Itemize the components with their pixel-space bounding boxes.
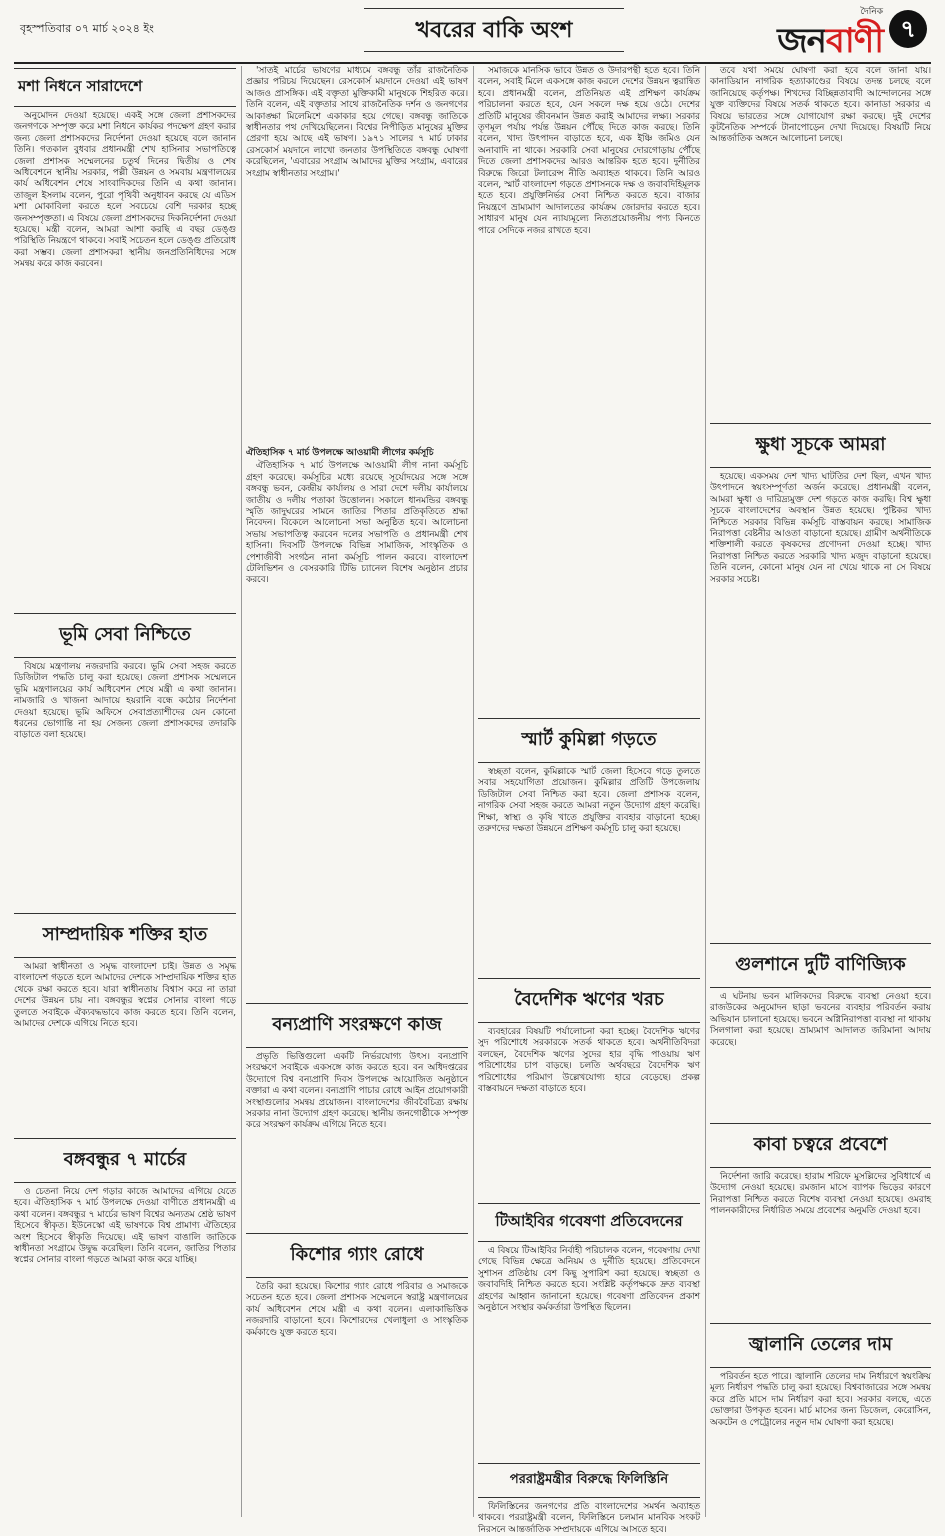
article-body	[246, 1282, 468, 1339]
article-paragraph: তবে যথা সময়ে ঘোষণা করা হবে বলে জানা যায়। কানাডিয়ান নাগরিক হত্যাকাণ্ডের বিষয়ে তদন্ত চলছে বলে জানিয়েছে কর্তৃপক্ষ। শিখদের বিচ্ছিন্নতাবাদী আন্দোলনের সঙ্গে যুক্ত ব্যক্তিদের বিষয়ে সতর্ক থাকতে হবে। কানাডা সরকার এ বিষয়ে ভারতের সঙ্গে যোগাযোগ রক্ষা করছে। দুই দেশের কূটনৈতিক সম্পর্কে টানাপোড়েন দেখা দিয়েছে। বিষয়টি নিয়ে আন্তর্জাতিক অঙ্গনে আলোচনা চলছে।	[710, 66, 931, 145]
column-divider	[241, 66, 242, 1517]
column-4	[710, 66, 931, 1517]
article-kishor	[246, 1231, 468, 1516]
article-body	[246, 1052, 468, 1132]
article-headline: বৈদেশিক ঋণের খরচ	[478, 978, 700, 1023]
article-body	[710, 1172, 931, 1218]
article-subheadline: ঐতিহাসিক ৭ মার্চ উপলক্ষে আওয়ামী লীগের কর্মসূচি	[246, 448, 434, 458]
article-body	[14, 662, 236, 742]
article-body	[478, 1502, 700, 1536]
article-body	[478, 1246, 700, 1314]
article-bhumi	[14, 611, 236, 901]
column-1	[14, 66, 236, 1517]
article-paragraph: আমরা স্বাধীনতা ও সমৃদ্ধ বাংলাদেশ চাই। উন্নত ও সমৃদ্ধ বাংলাদেশ গড়তে হলে আমাদের দেশকে সাম্প্রদায়িক শক্তির হাত থেকে রক্ষা করতে হবে। যারা স্বাধীনতায় বিশ্বাস করে না তারা দেশের উন্নয়ন চায় না। বঙ্গবন্ধুর স্বপ্নের সোনার বাংলা গড়ে তুলতে সবাইকে ঐক্যবদ্ধভাবে কাজ করতে হবে। তিনি বলেন, আমাদের দেশকে এগিয়ে নিতে হবে।	[14, 962, 236, 1030]
article-paragraph: ব্যবহারের বিষয়টি পর্যালোচনা করা হচ্ছে। বৈদেশিক ঋণের সুদ পরিশোধে সরকারকে সতর্ক থাকতে হবে। অর্থনীতিবিদরা বলছেন, বৈদেশিক ঋণের সুদের হার বৃদ্ধি পাওয়ায় ঋণ পরিশোধের চাপ বাড়ছে। চলতি অর্থবছরে বৈদেশিক ঋণ পরিশোধের পরিমাণ উল্লেখযোগ্য হারে বেড়েছে। প্রকল্প বাস্তবায়নে দক্ষতা বাড়াতে হবে।	[478, 1027, 700, 1095]
article-body	[478, 767, 700, 835]
article-headline: বন্যপ্রাণি সংরক্ষণে কাজ	[246, 1003, 468, 1048]
article-headline: স্মার্ট কুমিল্লা গড়তে	[478, 718, 700, 763]
article-samprodayik	[14, 911, 236, 1126]
masthead-prefix: দৈনিক	[860, 7, 883, 17]
article-c3-top	[478, 66, 700, 706]
article-body	[14, 1187, 236, 1267]
masthead-logo	[777, 4, 883, 72]
article-smart-cumilla	[478, 716, 700, 966]
article-paragraph: তৈরি করা হয়েছে। কিশোর গ্যাং রোধে পরিবার ও সমাজকে সচেতন হতে হবে। জেলা প্রশাসক সম্মেলনে স্বরাষ্ট্র মন্ত্রণালয়ের কার্য অধিবেশন শেষে মন্ত্রী এ কথা বলেন। এলাকাভিত্তিক নজরদারি বাড়ানো হবে। কিশোরদের খেলাধুলা ও সাংস্কৃতিক কর্মকাণ্ডে যুক্ত করতে হবে।	[246, 1282, 468, 1338]
article-paragraph: স্বচ্ছতা বলেন, কুমিল্লাকে স্মার্ট জেলা হিসেবে গড়ে তুলতে সবার সহযোগিতা প্রয়োজন। কুমিল্লার প্রতিটি উপজেলায় ডিজিটাল সেবা নিশ্চিত করা হবে। জেলা প্রশাসক বলেন, নাগরিক সেবা সহজ করতে আমরা নতুন উদ্যোগ গ্রহণ করেছি। শিক্ষা, স্বাস্থ্য ও কৃষি খাতে প্রযুক্তির ব্যবহার বাড়ানো হচ্ছে। তরুণদের দক্ষতা উন্নয়নে প্রশিক্ষণ কর্মসূচি চালু করা হয়েছে।	[478, 767, 700, 835]
column-divider	[473, 66, 474, 1517]
page-title: খবরের বাকি অংশ	[364, 8, 624, 52]
article-body	[14, 962, 236, 1030]
article-paragraph: বিষয়ে মন্ত্রণালয় নজরদারি করবে। ভূমি সেবা সহজ করতে ডিজিটাল পদ্ধতি চালু করা হয়েছে। জেলা প্রশাসক সম্মেলনে ভূমি মন্ত্রণালয়ের কার্য অধিবেশন শেষে মন্ত্রী এ কথা জানান। নামজারি ও খাজনা আদায়ে হয়রানি বন্ধে কঠোর নির্দেশনা দেওয়া হয়েছে। ভূমি অফিসে সেবাপ্রত্যাশীদের যেন কোনো ধরনের ভোগান্তি না হয় সেজন্য জেলা প্রশাসকদের তদারকি বাড়াতে বলা হয়েছে।	[14, 662, 236, 741]
article-bangabandhu	[14, 1136, 236, 1516]
article-tib	[478, 1201, 700, 1456]
page-number-badge: ৭	[889, 10, 927, 48]
article-moshar	[14, 66, 236, 601]
article-body	[246, 66, 468, 180]
article-body	[14, 111, 236, 271]
article-body	[710, 1372, 931, 1429]
article-paragraph: হয়েছে। একসময় দেশ খাদ্য ঘাটতির দেশ ছিল, এখন খাদ্য উৎপাদনে স্বয়ংসম্পূর্ণতা অর্জন করেছে। প্রধানমন্ত্রী বলেন, আমরা ক্ষুধা ও দারিদ্র্যমুক্ত দেশ গড়তে কাজ করছি। বিশ্ব ক্ষুধা সূচকে বাংলাদেশের অবস্থান উন্নত হয়েছে। পুষ্টিকর খাদ্য নিশ্চিতে সরকার বিভিন্ন কর্মসূচি বাস্তবায়ন করছে। সামাজিক নিরাপত্তা বেষ্টনীর আওতা বাড়ানো হয়েছে। গ্রামীণ অর্থনীতিকে শক্তিশালী করতে কৃষকদের প্রণোদনা দেওয়া হচ্ছে। খাদ্য নিরাপত্তা নিশ্চিত করতে সরকারি খাদ্য মজুদ বাড়ানো হয়েছে। তিনি বলেন, কোনো মানুষ যেন না খেয়ে থাকে না সে বিষয়ে সরকার সচেষ্ট।	[710, 472, 931, 585]
article-kaba	[710, 1121, 931, 1311]
masthead-name	[777, 21, 883, 61]
article-body	[710, 66, 931, 146]
article-headline: কিশোর গ্যাং রোধে	[246, 1233, 468, 1278]
article-c2-sub	[246, 446, 468, 991]
article-headline: গুলশানে দুটি বাণিজ্যিক	[710, 943, 931, 988]
article-paragraph: অনুমোদন দেওয়া হয়েছে। একই সঙ্গে জেলা প্রশাসকদের জনগণকে সম্পৃক্ত করে মশা নিধনে কার্যকর পদক্ষেপ গ্রহণ করার জন্য জেলা প্রশাসকদের নির্দেশনা দেওয়া হয়েছে বলে জানান তিনি। গতকাল বুধবার প্রধানমন্ত্রী শেখ হাসিনার সভাপতিত্বে জেলা প্রশাসক সম্মেলনের চতুর্থ দিনের দ্বিতীয় ও শেষ অধিবেশনে স্থানীয় সরকার, পল্লী উন্নয়ন ও সমবায় মন্ত্রণালয়ের কার্য অধিবেশন শেষে সাংবাদিকদের তিনি এ কথা জানান। তাজুল ইসলাম বলেন, পুরো পৃথিবী অনুধাবন করছে যে এডিস মশা মোকাবিলা করতে হলে সবচেয়ে বেশি দরকার হচ্ছে জনসম্পৃক্ততা। এ বিষয়ে জেলা প্রশাসকদের দিকনির্দেশনা দেওয়া হয়েছে। মন্ত্রী বলেন, আমরা আশা করছি এ বছর ডেঙ্গু পরিস্থিতি নিয়ন্ত্রণে থাকবে। সবাই সচেতন হলে ডেঙ্গু প্রতিরোধ করা সম্ভব। জেলা প্রশাসকরা স্থানীয় জনপ্রতিনিধিদের সঙ্গে সমন্বয় করে কাজ করবেন।	[14, 111, 236, 270]
article-headline: ক্ষুধা সূচকে আমরা	[710, 423, 931, 468]
article-paragraph: সমাজকে মানসিক ভাবে উন্নত ও উদারপন্থী হতে হবে। তিনি বলেন, সবাই মিলে একসঙ্গে কাজ করলে দেশের উন্নয়ন ত্বরান্বিত হবে। প্রধানমন্ত্রী বলেন, প্রতিনিয়ত এই প্রশিক্ষণ কার্যক্রম পরিচালনা করতে হবে, যেন সকলে দক্ষ হয়ে ওঠে। দেশের প্রতিটি মানুষের জীবনমান উন্নত করাই আমাদের লক্ষ্য। সরকার তৃণমূল পর্যায় পর্যন্ত উন্নয়ন পৌঁছে দিতে কাজ করছে। তিনি বলেন, খাদ্য উৎপাদন বাড়াতে হবে, এক ইঞ্চি জমিও যেন অনাবাদি না থাকে। সরকারি সেবা মানুষের দোরগোড়ায় পৌঁছে দিতে জেলা প্রশাসকদের আরও আন্তরিক হতে হবে। দুর্নীতির বিরুদ্ধে জিরো টলারেন্স নীতি অব্যাহত থাকবে। তিনি আরও বলেন, স্মার্ট বাংলাদেশ গড়তে প্রশাসনকে দক্ষ ও জবাবদিহিমূলক হতে হবে। প্রযুক্তিনির্ভর সেবা নিশ্চিত করতে হবে। বাজার নিয়ন্ত্রণে ভ্রাম্যমাণ আদালতের কার্যক্রম জোরদার করতে হবে। সাধারণ মানুষ যেন ন্যায্যমূল্যে নিত্যপ্রয়োজনীয় পণ্য কিনতে পারে সেদিকে নজর রাখতে হবে।	[478, 66, 700, 236]
article-bonnoprani	[246, 1001, 468, 1221]
article-headline: সাম্প্রদায়িক শক্তির হাত	[14, 913, 236, 958]
article-pororashtro	[478, 1461, 700, 1535]
article-headline: কাবা চত্বরে প্রবেশে	[710, 1123, 931, 1168]
article-body	[246, 461, 468, 586]
article-headline: পররাষ্ট্রমন্ত্রীর বিরুদ্ধে ফিলিস্তিনি	[478, 1463, 700, 1498]
columns	[14, 66, 931, 1535]
article-paragraph: পরিবর্তন হতে পারে। জ্বালানি তেলের দাম নির্ধারণে স্বয়ংক্রিয় মূল্য নির্ধারণ পদ্ধতি চালু করা হয়েছে। বিশ্ববাজারের সঙ্গে সমন্বয় করে প্রতি মাসে দাম নির্ধারণ করা হবে। সরকার বলছে, এতে ভোক্তারা উপকৃত হবেন। মার্চ মাসের জন্য ডিজেল, কেরোসিন, অকটেন ও পেট্রোলের নতুন দাম ঘোষণা করা হয়েছে।	[710, 1372, 931, 1428]
article-body	[478, 1027, 700, 1095]
article-paragraph: ফিলিস্তিনের জনগণের প্রতি বাংলাদেশের সমর্থন অব্যাহত থাকবে। পররাষ্ট্রমন্ত্রী বলেন, ফিলিস্তিনে চলমান মানবিক সংকট নিরসনে আন্তর্জাতিক সম্প্রদায়কে এগিয়ে আসতে হবে।	[478, 1502, 700, 1535]
article-jalani	[710, 1321, 931, 1516]
column-2	[246, 66, 468, 1517]
article-headline: ভূমি সেবা নিশ্চিতে	[14, 613, 236, 658]
article-headline: টিআইবির গবেষণা প্রতিবেদনের	[478, 1203, 700, 1242]
article-paragraph: প্রভৃতি ভিত্তিগুলো একটি নির্ভরযোগ্য উৎস। বন্যপ্রাণি সংরক্ষণে সবাইকে একসঙ্গে কাজ করতে হবে। বন অধিদপ্তরের উদ্যোগে বিশ্ব বন্যপ্রাণি দিবস উপলক্ষে আয়োজিত অনুষ্ঠানে বক্তারা এ কথা বলেন। বন্যপ্রাণি পাচার রোধে আইন প্রয়োগকারী সংস্থাগুলোর সমন্বয় প্রয়োজন। বাংলাদেশের জীববৈচিত্র্য রক্ষায় সরকার নানা উদ্যোগ গ্রহণ করেছে। স্থানীয় জনগোষ্ঠীকে সম্পৃক্ত করে সংরক্ষণ কার্যক্রম এগিয়ে নিতে হবে।	[246, 1052, 468, 1131]
article-paragraph: এ বিষয়ে টিআইবির নির্বাহী পরিচালক বলেন, গবেষণায় দেখা গেছে বিভিন্ন ক্ষেত্রে অনিয়ম ও দুর্নীতি হয়েছে। প্রতিবেদনে সুশাসন প্রতিষ্ঠায় বেশ কিছু সুপারিশ করা হয়েছে। স্বচ্ছতা ও জবাবদিহি নিশ্চিত করতে হবে। সংশ্লিষ্ট কর্তৃপক্ষকে দ্রুত ব্যবস্থা গ্রহণের আহ্বান জানানো হয়েছে। গবেষণা প্রতিবেদন প্রকাশ অনুষ্ঠানে সংস্থার কর্মকর্তারা উপস্থিত ছিলেন।	[478, 1246, 700, 1314]
article-c4-top	[710, 66, 931, 411]
column-divider	[705, 66, 706, 1517]
article-khudha	[710, 421, 931, 931]
issue-date: বৃহস্পতিবার ০৭ মার্চ ২০২৪ ইং	[20, 22, 154, 35]
article-paragraph: ঐতিহাসিক ৭ মার্চ উপলক্ষে আওয়ামী লীগ নানা কর্মসূচি গ্রহণ করেছে। কর্মসূচির মধ্যে রয়েছে সূর্যোদয়ের সঙ্গে সঙ্গে বঙ্গবন্ধু ভবন, কেন্দ্রীয় কার্যালয় ও সারা দেশে দলীয় কার্যালয়ে জাতীয় ও দলীয় পতাকা উত্তোলন। সকালে ধানমন্ডির বঙ্গবন্ধু স্মৃতি জাদুঘরের সামনে জাতির পিতার প্রতিকৃতিতে শ্রদ্ধা নিবেদন। বিকেলে আলোচনা সভা অনুষ্ঠিত হবে। আলোচনা সভায় সভাপতিত্ব করবেন দলের সভাপতি ও প্রধানমন্ত্রী শেখ হাসিনা। দিবসটি উপলক্ষে বিভিন্ন সামাজিক, সাংস্কৃতিক ও পেশাজীবী সংগঠন নানা কর্মসূচি পালন করবে। বাংলাদেশ টেলিভিশন ও বেসরকারি টিভি চ্যানেল বিশেষ অনুষ্ঠান প্রচার করবে।	[246, 461, 468, 586]
article-headline: জ্বালানি তেলের দাম	[710, 1323, 931, 1368]
article-headline: বঙ্গবন্ধুর ৭ মার্চের	[14, 1138, 236, 1183]
article-boideshik	[478, 976, 700, 1191]
article-body	[478, 66, 700, 237]
article-body	[710, 472, 931, 586]
column-3	[478, 66, 700, 1535]
article-headline: মশা নিধনে সারাদেশে	[14, 68, 236, 107]
article-paragraph: এ ঘটনায় ভবন মালিকদের বিরুদ্ধে ব্যবস্থা নেওয়া হবে। রাজউকের অনুমোদন ছাড়া ভবনের ব্যবহার পরিবর্তন করায় অভিযান চালানো হয়েছে। ভবনে অগ্নিনিরাপত্তা ব্যবস্থা না থাকায় সিলগালা করা হয়েছে। ভ্রাম্যমাণ আদালত জরিমানা আদায় করেছে।	[710, 992, 931, 1048]
masthead-name-part1: জন	[777, 21, 826, 61]
article-gulshan	[710, 941, 931, 1111]
masthead-name-part2: বাণী	[825, 21, 883, 61]
article-body	[710, 992, 931, 1049]
article-paragraph: 'সাতই মার্চের ভাষণের মাধ্যমে বঙ্গবন্ধু তাঁর রাজনৈতিক প্রজ্ঞার পরিচয় দিয়েছেন। রেসকোর্স ময়দানে দেওয়া এই ভাষণ আজও প্রাসঙ্গিক। এই বক্তৃতা মুক্তিকামী মানুষকে শিহরিত করে। তিনি বলেন, এই বক্তৃতার সাথে রাজনৈতিক দর্শন ও জনগণের আকাঙ্ক্ষা মিলেমিশে একাকার হয়ে গেছে। বঙ্গবন্ধু জাতিকে স্বাধীনতার পথ দেখিয়েছিলেন। বিশ্বের নিপীড়িত মানুষের মুক্তির প্রেরণা হয়ে আছে এই ভাষণ। ১৯৭১ সালের ৭ মার্চ ঢাকার রেসকোর্স ময়দানে লাখো জনতার উপস্থিতিতে বঙ্গবন্ধু ঘোষণা করেছিলেন, 'এবারের সংগ্রাম আমাদের মুক্তির সংগ্রাম, এবারের সংগ্রাম স্বাধীনতার সংগ্রাম।'	[246, 66, 468, 179]
article-paragraph: নির্দেশনা জারি করেছে। হারাম শরিফে মুসল্লিদের সুবিধার্থে এ উদ্যোগ নেওয়া হয়েছে। রমজান মাসে ব্যাপক ভিড়ের কারণে নিরাপত্তা নিশ্চিত করতে বিশেষ ব্যবস্থা নেওয়া হয়েছে। ওমরাহ পালনকারীদের নির্ধারিত সময়ে প্রবেশের অনুমতি দেওয়া হবে।	[710, 1172, 931, 1217]
page-header	[14, 0, 931, 64]
article-paragraph: ও চেতনা নিয়ে দেশ গড়ার কাজে আমাদের এগিয়ে যেতে হবে। ঐতিহাসিক ৭ মার্চ উপলক্ষে দেওয়া বাণীতে প্রধানমন্ত্রী এ কথা বলেন। বঙ্গবন্ধুর ৭ মার্চের ভাষণ বিশ্বের অন্যতম শ্রেষ্ঠ ভাষণ হিসেবে স্বীকৃত। ইউনেস্কো এই ভাষণকে বিশ্ব প্রামাণ্য ঐতিহ্যের অংশ হিসেবে স্বীকৃতি দিয়েছে। এই ভাষণ বাঙালি জাতিকে স্বাধীনতা সংগ্রামে উদ্বুদ্ধ করেছিল। তিনি বলেন, জাতির পিতার স্বপ্নের সোনার বাংলা গড়তে আমরা কাজ করে যাচ্ছি।	[14, 1187, 236, 1266]
